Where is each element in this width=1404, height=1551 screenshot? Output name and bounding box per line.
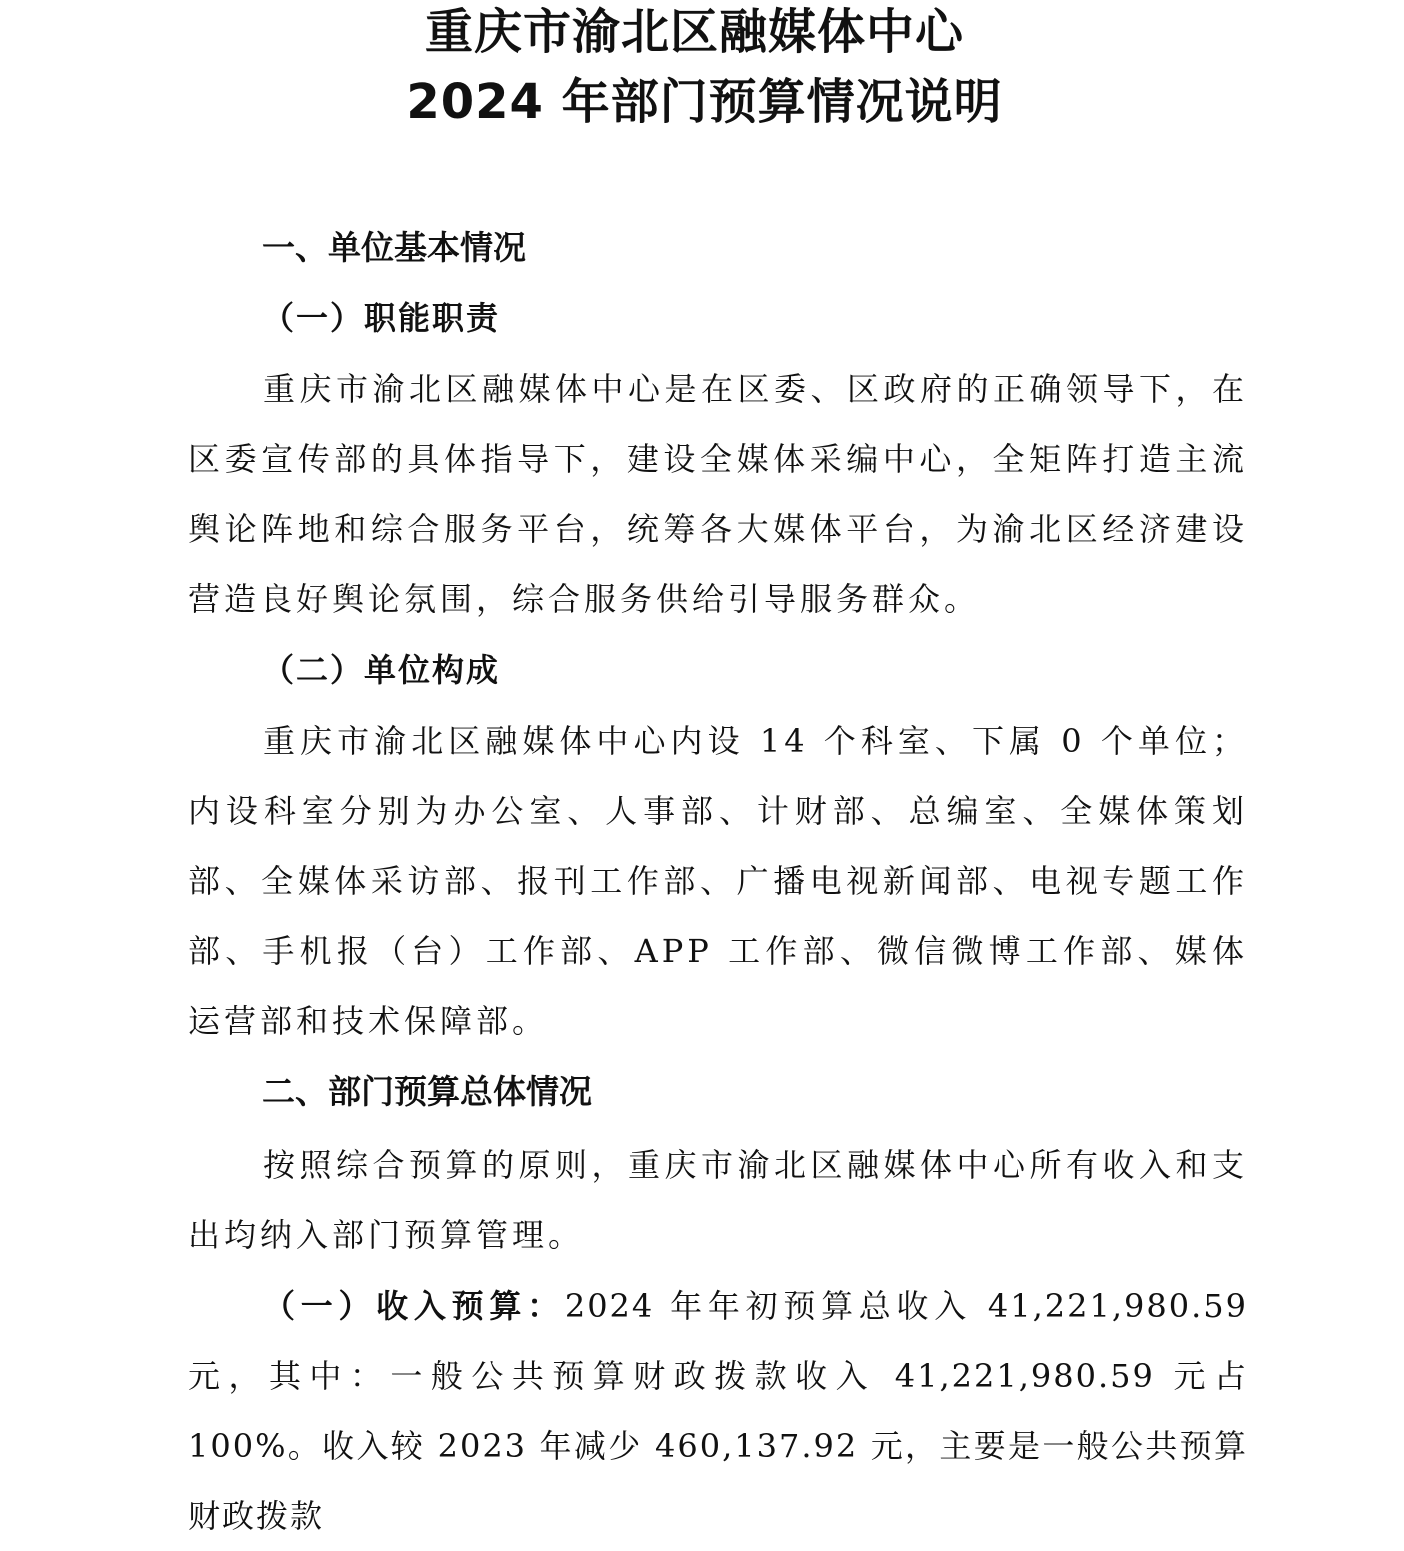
income-budget-text: 2024 年年初预算总收入 41,221,980.59 元，其中：一般公共预算财政拨款收入 41,221,980.59 元占 100%。收入较 2023 年减少 460,137.92 元，主要是一般公共预算财政拨款 xyxy=(188,1287,1248,1535)
subsection-2-heading: （二）单位构成 xyxy=(262,651,501,689)
subsection-1-paragraph: 重庆市渝北区融媒体中心是在区委、区政府的正确领导下，在区委宣传部的具体指导下，建设全媒体采编中心，全矩阵打造主流舆论阵地和综合服务平台，统筹各大媒体平台，为渝北区经济建设营造良好舆论氛围，综合服务供给引导服务群众。 xyxy=(188,370,1248,618)
section-2-heading: 二、部门预算总体情况 xyxy=(262,1072,592,1111)
subsection-2-paragraph: 重庆市渝北区融媒体中心内设 14 个科室、下属 0 个单位；内设科室分别为办公室、人事部、计财部、总编室、全媒体策划部、全媒体采访部、报刊工作部、广播电视新闻部、电视专题工作部、手机报（台）工作部、APP 工作部、微信微博工作部、媒体运营部和技术保障部。 xyxy=(188,722,1248,1040)
income-budget-paragraph xyxy=(188,1271,1248,1551)
section-1-heading: 一、单位基本情况 xyxy=(262,228,526,267)
subsection-1-heading: （一）职能职责 xyxy=(262,299,501,337)
document-title-line-1: 重庆市渝北区融媒体中心 xyxy=(424,4,964,60)
income-budget-label: （一）收入预算： xyxy=(263,1287,565,1325)
document-title-line-2: 2024 年部门预算情况说明 xyxy=(406,74,1003,130)
section-2-intro-paragraph: 按照综合预算的原则，重庆市渝北区融媒体中心所有收入和支出均纳入部门预算管理。 xyxy=(188,1146,1248,1254)
